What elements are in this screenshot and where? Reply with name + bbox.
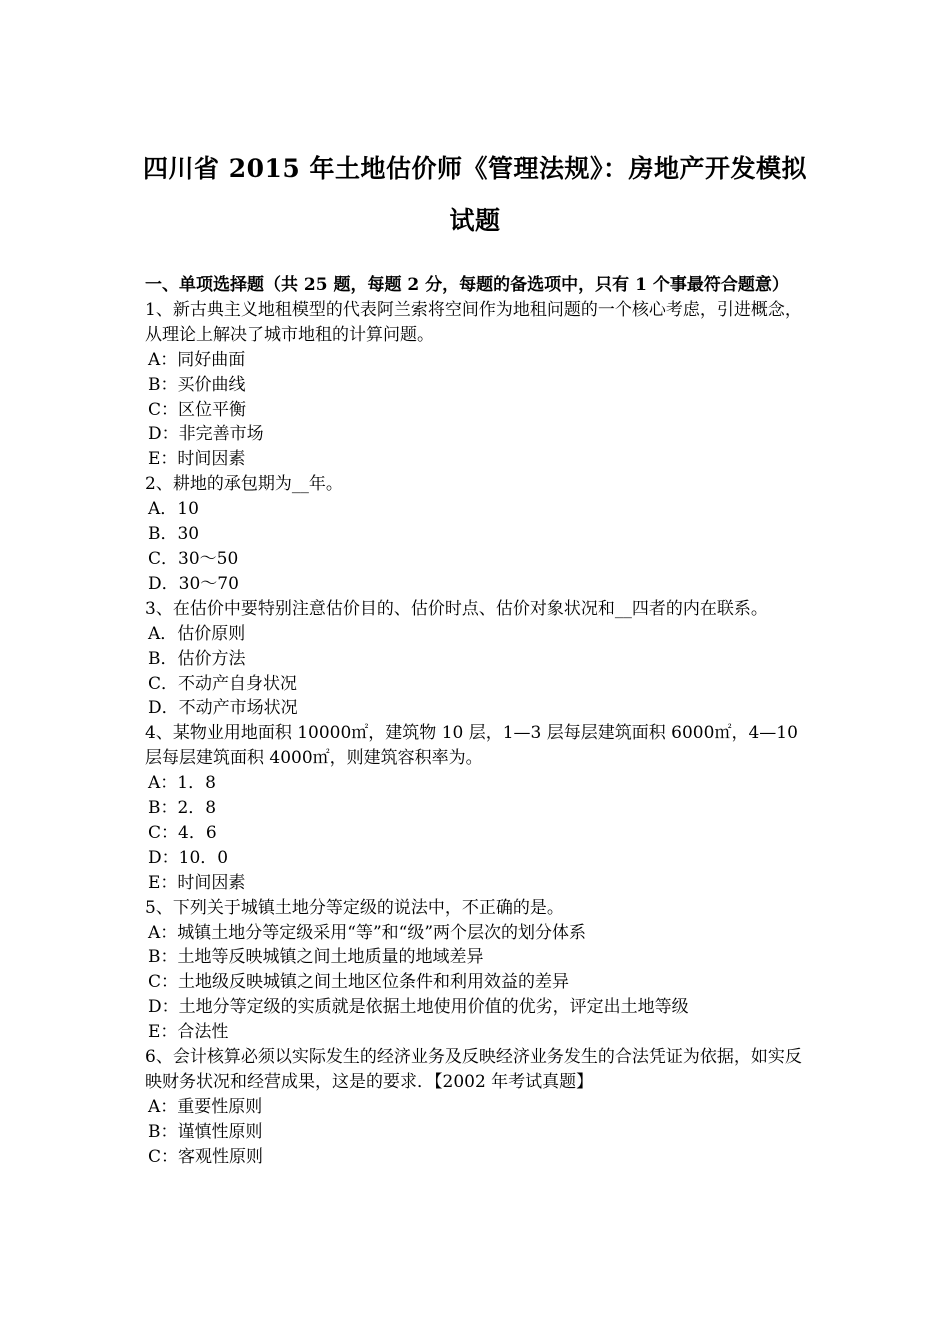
option: C．30～50 [148,548,239,569]
question-4 [145,721,815,895]
section-heading: 一、单项选择题（共 25 题，每题 2 分，每题的备选项中，只有 1 个事最符合题意） [145,275,789,295]
question-stem: 6、会计核算必须以实际发生的经济业务及反映经济业务发生的合法凭证为依据，如实反映财务状况和经营成果，这是的要求．【2002 年考试真题】 [145,1047,802,1092]
doc-title-line2: 试题 [449,206,501,235]
option: A：同好曲面 [148,349,246,370]
option: B：2．8 [148,798,217,819]
doc-title-line1: 四川省 2015 年土地估价师《管理法规》：房地产开发模拟 [143,154,807,183]
option: D．不动产市场状况 [148,698,298,719]
option: B：买价曲线 [148,374,246,395]
option: A：城镇土地分等定级采用“等”和“级”两个层次的划分体系 [148,922,587,943]
question-6 [145,1045,815,1170]
option: E：合法性 [148,1022,229,1043]
option: A．10 [148,499,199,520]
question-stem: 2、耕地的承包期为__年。 [145,474,343,495]
question-stem: 1、新古典主义地租模型的代表阿兰索将空间作为地租问题的一个核心考虑，引进概念，从理论上解决了城市地租的计算问题。 [145,299,802,345]
option: A．估价原则 [148,623,246,644]
option: C：区位平衡 [148,399,247,420]
question-stem: 4、某物业用地面积 10000㎡，建筑物 10 层，1—3 层每层建筑面积 6000㎡，4—10 层每层建筑面积 4000㎡，则建筑容积率为。 [145,723,798,769]
question-2 [145,472,815,597]
option: C：客观性原则 [148,1146,264,1167]
option: C：4．6 [148,822,217,843]
option: D：非完善市场 [148,424,264,445]
option: C：土地级反映城镇之间土地区位条件和利用效益的差异 [148,972,570,993]
option: B．30 [148,524,200,545]
option: E：时间因素 [148,872,246,893]
question-stem: 5、下列关于城镇土地分等定级的说法中，不正确的是。 [145,897,564,918]
option: A：1．8 [148,773,216,794]
option: D：土地分等定级的实质就是依据土地使用价值的优劣，评定出土地等级 [148,997,689,1018]
option: D：10．0 [148,847,229,868]
option: D．30～70 [148,573,239,594]
option: B：谨慎性原则 [148,1121,263,1142]
question-5 [145,896,815,1045]
doc-body [145,273,815,1170]
option: B：土地等反映城镇之间土地质量的地域差异 [148,947,484,968]
option: B．估价方法 [148,648,246,669]
question-1 [145,298,815,472]
question-stem: 3、在估价中要特别注意估价目的、估价时点、估价对象状况和__四者的内在联系。 [145,598,768,619]
question-3 [145,597,815,722]
option: A：重要性原则 [148,1096,263,1117]
option: E：时间因素 [148,449,246,470]
option: C．不动产自身状况 [148,673,298,694]
